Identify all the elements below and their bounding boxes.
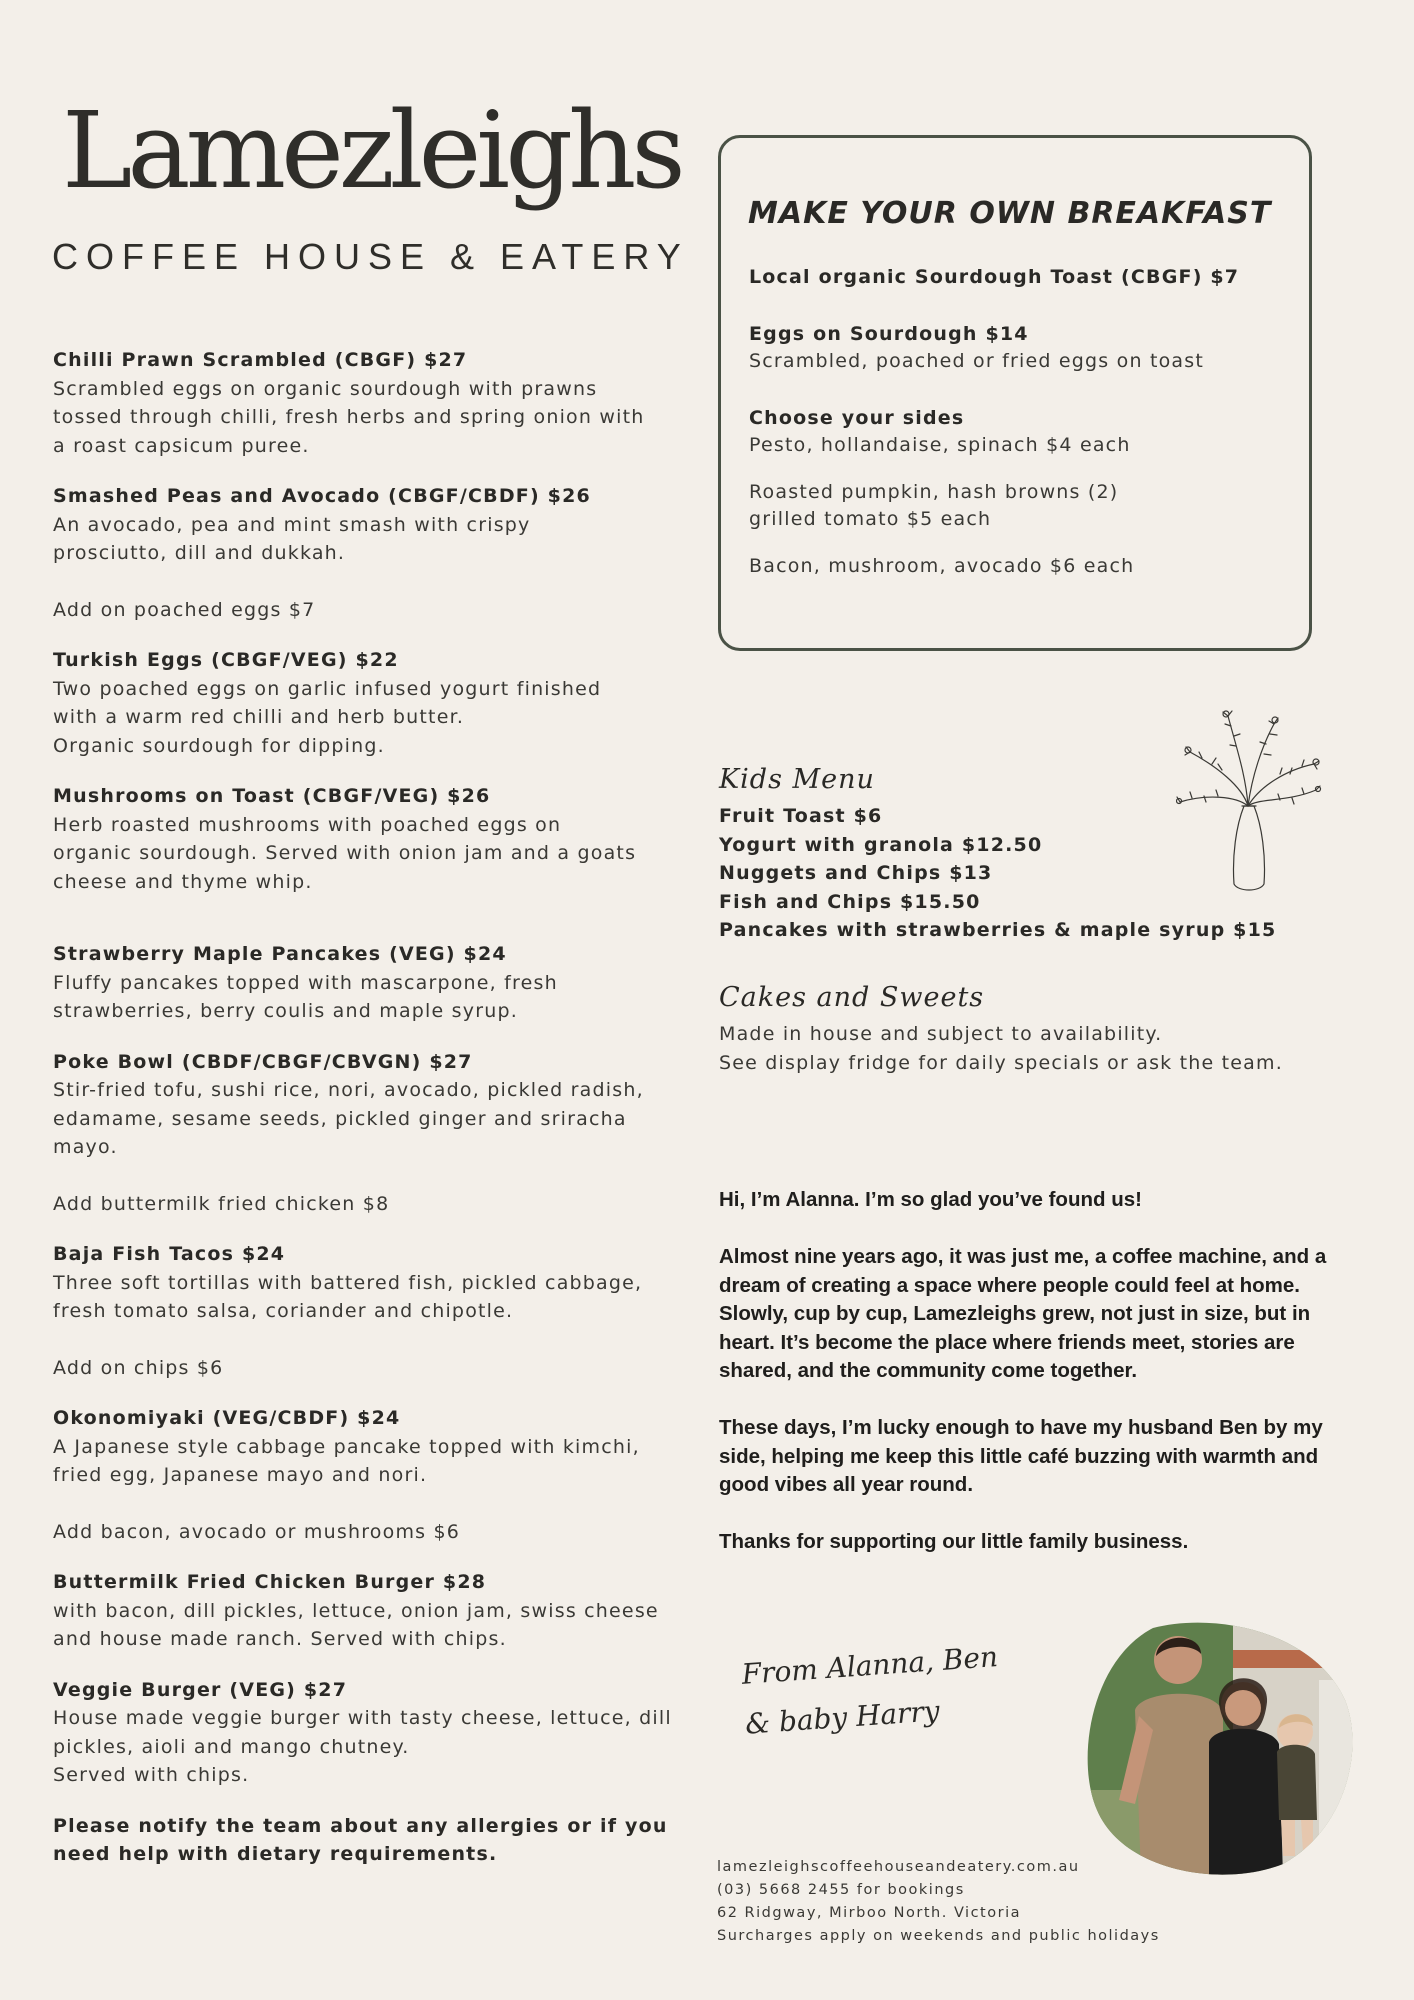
website-link[interactable]: lamezleighscoffeehouseandeatery.com.au — [717, 1859, 1080, 1875]
menu-item-description: An avocado, pea and mint smash with crispy prosciutto, dill and dukkah. — [53, 513, 531, 564]
breakfast-content — [749, 264, 1299, 580]
kids-menu-item: Nuggets and Chips $13 — [719, 862, 993, 884]
cakes-description: Made in house and subject to availability. See display fridge for daily specials or ask the team. — [719, 1023, 1283, 1074]
kids-menu-item: Pancakes with strawberries & maple syrup $15 — [719, 919, 1277, 941]
phone-number: (03) 5668 2455 for bookings — [717, 1882, 965, 1898]
menu-item-addon: Add buttermilk fried chicken $8 — [53, 1192, 390, 1215]
menu-item-title: Mushrooms on Toast (CBGF/VEG) $26 — [53, 785, 491, 807]
kids-menu-item: Yogurt with granola $12.50 — [719, 833, 1043, 856]
menu-item-title: Turkish Eggs (CBGF/VEG) $22 — [53, 649, 399, 671]
contact-info — [717, 1856, 1237, 1948]
kids-menu-item: Fish and Chips $15.50 — [719, 890, 981, 913]
menu-item — [53, 482, 713, 624]
menu-item — [53, 1404, 713, 1546]
story-paragraph: Almost nine years ago, it was just me, a coffee machine, and a dream of creating a space where people could feel at home. Slowly, cup by cup, Lamezleighs grew, not just in size, but in heart. It’s become the place where friends meet, stories are shared, and the community come together. — [719, 1245, 1327, 1382]
menu-item-title: Buttermilk Fried Chicken Burger $28 — [53, 1571, 487, 1593]
menu-item-title: Okonomiyaki (VEG/CBDF) $24 — [53, 1407, 401, 1429]
menu-item-description: Two poached eggs on garlic infused yogurt finished with a warm red chilli and herb butter. Organic sourdough for dipping. — [53, 677, 602, 757]
menu-item — [53, 782, 713, 896]
story-paragraph: These days, I’m lucky enough to have my husband Ben by my side, helping me keep this little café buzzing with warmth and good vibes all year round. — [719, 1416, 1323, 1496]
breakfast-title: MAKE YOUR OWN BREAKFAST — [748, 196, 1272, 231]
breakfast-sides-2: Roasted pumpkin, hash browns (2) grilled tomato $5 each — [749, 481, 1119, 530]
breakfast-toast: Local organic Sourdough Toast (CBGF) $7 — [749, 266, 1240, 288]
menu-item — [53, 1048, 713, 1219]
menu-item-description: Scrambled eggs on organic sourdough with prawns tossed through chilli, fresh herbs and spring onion with a roast capsicum puree. — [53, 377, 645, 457]
menu-item-title: Smashed Peas and Avocado (CBGF/CBDF) $26 — [53, 485, 591, 507]
kids-menu-item: Fruit Toast $6 — [719, 805, 883, 827]
address: 62 Ridgway, Mirboo North. Victoria — [717, 1905, 1021, 1921]
menu-item — [53, 940, 713, 1026]
signature: From Alanna, Ben & baby Harry — [740, 1640, 999, 1741]
breakfast-eggs-title: Eggs on Sourdough $14 — [749, 323, 1029, 345]
menu-item-description: A Japanese style cabbage pancake topped with kimchi, fried egg, Japanese mayo and nori. — [53, 1435, 640, 1486]
brand-subtitle: COFFEE HOUSE & EATERY — [52, 236, 689, 277]
story-paragraph: Thanks for supporting our little family business. — [719, 1530, 1189, 1553]
brand-logo: Lamezleighs — [62, 89, 681, 212]
menu-item-description: Fluffy pancakes topped with mascarpone, fresh strawberries, berry coulis and maple syrup. — [53, 971, 558, 1022]
breakfast-sides-1: Pesto, hollandaise, spinach $4 each — [749, 434, 1131, 456]
menu-item — [53, 346, 713, 460]
menu-item-title: Veggie Burger (VEG) $27 — [53, 1678, 348, 1701]
menu-item — [53, 1676, 713, 1790]
story-paragraph: Hi, I’m Alanna. I’m so glad you’ve found us! — [719, 1188, 1142, 1211]
allergy-notice: Please notify the team about any allergies or if you need help with dietary requirements. — [53, 1814, 668, 1865]
menu-item — [53, 646, 713, 760]
menu-item-title: Strawberry Maple Pancakes (VEG) $24 — [53, 943, 507, 965]
menu-item-description: House made veggie burger with tasty cheese, lettuce, dill pickles, aioli and mango chutney. Served with chips. — [53, 1707, 672, 1786]
menu-item-description: Stir-fried tofu, sushi rice, nori, avocado, pickled radish, edamame, sesame seeds, pickled ginger and sriracha mayo. — [53, 1079, 644, 1158]
menu-item-title: Chilli Prawn Scrambled (CBGF) $27 — [53, 349, 468, 371]
cakes-title: Cakes and Sweets — [719, 982, 985, 1013]
kids-menu-list — [719, 802, 1279, 945]
menu-item-title: Baja Fish Tacos $24 — [53, 1243, 286, 1265]
family-photo — [1083, 1620, 1357, 1876]
surcharge-note: Surcharges apply on weekends and public holidays — [717, 1928, 1160, 1944]
menu-item-description: Three soft tortillas with battered fish, pickled cabbage, fresh tomato salsa, coriander and chipotle. — [53, 1271, 643, 1322]
menu-item — [53, 1568, 713, 1654]
menu-item-description: Herb roasted mushrooms with poached eggs on organic sourdough. Served with onion jam and a goats cheese and thyme whip. — [53, 813, 637, 893]
menu-item-addon: Add on chips $6 — [53, 1356, 224, 1379]
menu-item-addon: Add bacon, avocado or mushrooms $6 — [53, 1520, 461, 1543]
menu-item-title: Poke Bowl (CBDF/CBGF/CBVGN) $27 — [53, 1050, 473, 1073]
menu-item — [53, 1240, 713, 1382]
breakfast-sides-3: Bacon, mushroom, avocado $6 each — [749, 555, 1135, 577]
menu-item-addon: Add on poached eggs $7 — [53, 598, 316, 621]
owner-story — [719, 1186, 1369, 1585]
kids-menu-title: Kids Menu — [719, 764, 875, 795]
main-menu — [53, 346, 713, 1869]
breakfast-eggs-desc: Scrambled, poached or fried eggs on toast — [749, 350, 1205, 372]
menu-item-description: with bacon, dill pickles, lettuce, onion jam, swiss cheese and house made ranch. Served with chips. — [53, 1599, 659, 1650]
breakfast-sides-title: Choose your sides — [749, 407, 965, 429]
